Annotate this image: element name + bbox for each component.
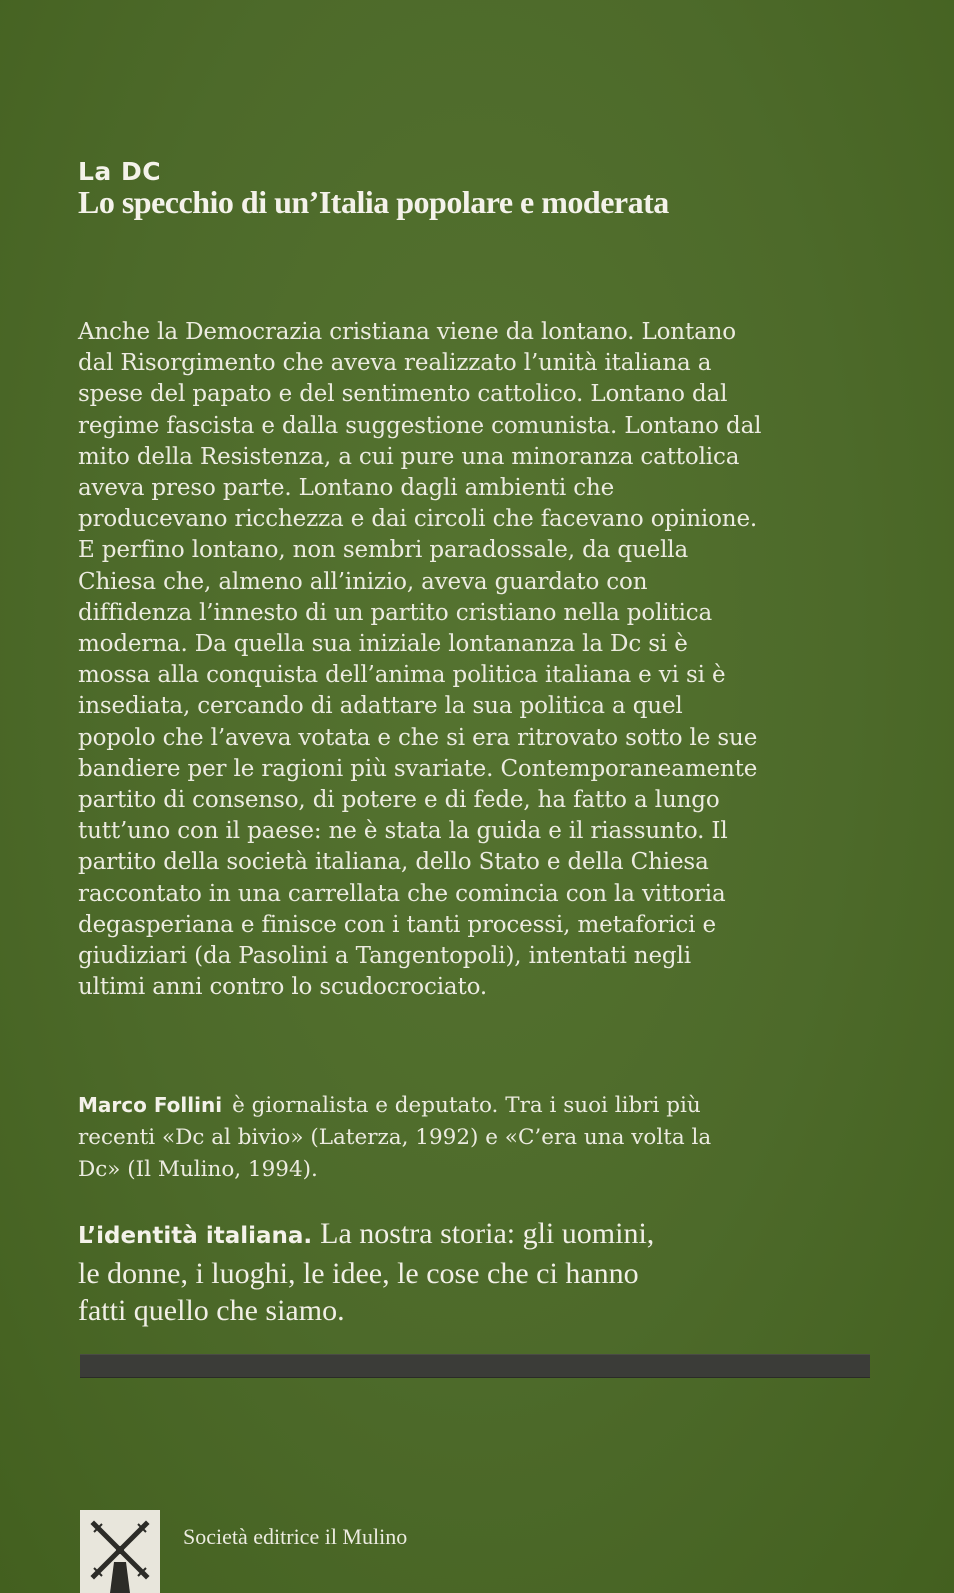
- blurb-line: E perfino lontano, non sembri paradossale, da quella: [78, 537, 689, 564]
- blurb-line: raccontato in una carrellata che comincia con la vittoria: [78, 880, 726, 907]
- series-name: L’identità italiana.: [78, 1223, 313, 1249]
- blurb-line: partito di consenso, di potere e di fede, ha fatto a lungo: [78, 787, 720, 814]
- series-text: La nostra storia: gli uomini,: [320, 1217, 655, 1250]
- blurb-line: giudiziari (da Pasolini a Tangentopoli), intentati negli: [78, 943, 691, 970]
- author-bio-line: [78, 1089, 898, 1122]
- publisher-name: Società editrice il Mulino: [183, 1524, 408, 1549]
- series-line: le donne, i luoghi, le idee, le cose che ci hanno: [78, 1257, 639, 1290]
- blurb-line: diffidenza l’innesto di un partito cristiano nella politica: [78, 599, 713, 626]
- series-line: fatti quello che siamo.: [78, 1294, 345, 1327]
- author-bio-line: Dc» (Il Mulino, 1994).: [78, 1157, 318, 1182]
- blurb-line: regime fascista e dalla suggestione comunista. Lontano dal: [78, 412, 762, 439]
- blurb-line: mossa alla conquista dell’anima politica italiana e vi si è: [78, 662, 726, 689]
- blurb-line: insediata, cercando di adattare la sua politica a quel: [78, 693, 683, 720]
- series-description: [78, 1215, 898, 1329]
- blurb-line: popolo che l’aveva votata e che si era ritrovato sotto le sue: [78, 724, 758, 751]
- blurb-line: tutt’uno con il paese: ne è stata la guida e il riassunto. Il: [78, 818, 728, 845]
- blurb-line: moderna. Da quella sua iniziale lontananza la Dc si è: [78, 631, 688, 658]
- blurb-line: ultimi anni contro lo scudocrociato.: [78, 974, 488, 1001]
- blurb-line: producevano ricchezza e dai circoli che facevano opinione.: [78, 506, 758, 533]
- author-bio-line: recenti «Dc al bivio» (Laterza, 1992) e «C’era una volta la: [78, 1125, 712, 1150]
- divider-bar: [80, 1355, 870, 1377]
- windmill-logo-svg: [80, 1510, 160, 1593]
- book-title: La DC: [78, 157, 162, 186]
- blurb-line: bandiere per le ragioni più svariate. Contemporaneamente: [78, 755, 758, 782]
- series-line: [78, 1215, 898, 1255]
- blurb-line: aveva preso parte. Lontano dagli ambienti che: [78, 475, 615, 502]
- blurb-line: degasperiana e finisce con i tanti processi, metaforici e: [78, 911, 716, 938]
- windmill-logo-icon: [80, 1510, 160, 1593]
- blurb-line: mito della Resistenza, a cui pure una minoranza cattolica: [78, 443, 740, 470]
- book-blurb: [78, 317, 878, 1003]
- author-bio: [78, 1089, 898, 1186]
- blurb-line: partito della società italiana, dello Stato e della Chiesa: [78, 849, 709, 876]
- blurb-line: spese del papato e del sentimento cattolico. Lontano dal: [78, 381, 728, 408]
- book-subtitle: Lo specchio di un’Italia popolare e moderata: [78, 184, 669, 220]
- blurb-line: dal Risorgimento che aveva realizzato l’unità italiana a: [78, 350, 712, 377]
- author-name: Marco Follini: [78, 1093, 223, 1117]
- author-bio-text: è giornalista e deputato. Tra i suoi libri più: [232, 1093, 701, 1118]
- blurb-line: Anche la Democrazia cristiana viene da lontano. Lontano: [78, 319, 736, 345]
- blurb-line: Chiesa che, almeno all’inizio, aveva guardato con: [78, 568, 648, 595]
